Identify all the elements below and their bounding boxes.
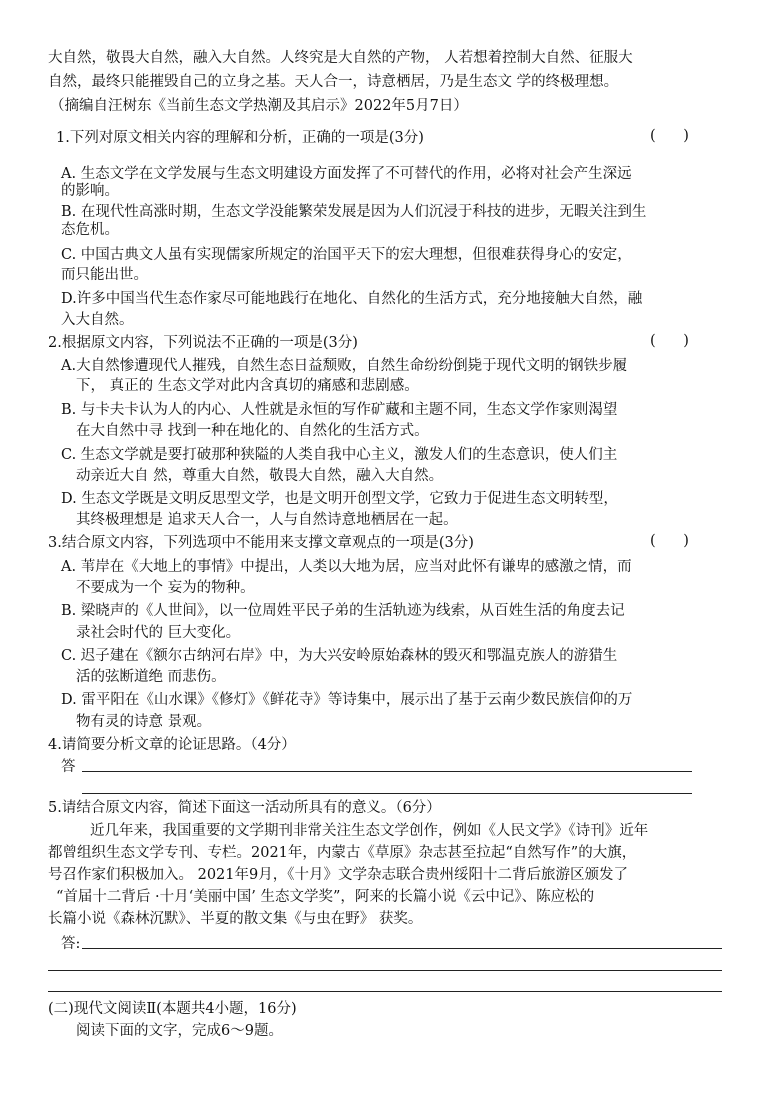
question-1-answer-bracket: ( ) [650, 128, 689, 144]
question-1-stem: 1.下列对原文相关内容的理解和分析，正确的一项是(3分) [56, 130, 424, 146]
question-3-option-b: B. 梁晓声的《人世间》，以一位周姓平民子弟的生活轨迹为线索，从百姓生活的角度去记 [61, 603, 625, 619]
question-1-option-b: B. 在现代性高涨时期，生态文学没能繁荣发展是因为人们沉浸于科技的进步，无暇关注到生 [61, 204, 647, 220]
question-1-option-d-cont: 入大自然。 [61, 312, 134, 328]
question-3-option-d-cont: 物有灵的诗意 景观。 [76, 714, 212, 730]
question-4-answer-label: 答 [61, 759, 76, 775]
question-1-option-b-cont: 态危机。 [61, 222, 119, 238]
question-3-option-c-cont: 活的弦断道绝 而悲伤。 [76, 669, 226, 685]
question-3-option-d: D. 雷平阳在《山水课》《修灯》《鲜花寺》等诗集中，展示出了基于云南少数民族信仰的万 [61, 692, 633, 708]
question-3-option-b-cont: 录社会时代的 巨大变化。 [76, 625, 241, 641]
question-5-stem: 5.请结合原文内容，简述下面这一活动所具有的意义。（6分） [48, 800, 441, 816]
question-3-option-a-cont: 不要成为一个 妄为的物种。 [76, 580, 255, 596]
question-3-stem: 3.结合原文内容，下列选项中不能用来支撑文章观点的一项是(3分) [48, 535, 474, 551]
question-5-material-line: 号召作家们积极加入。 2021年9月，《十月》文学杂志联合贵州绥阳十二背后旅游区颁发了 [48, 867, 628, 883]
passage-line: 大自然，敬畏大自然，融入大自然。人终究是大自然的产物， 人若想着控制大自然、征服大 [48, 50, 633, 66]
question-5-material-line: “首届十二背后 ·十月‘美丽中国’ 生态文学奖”，阿来的长篇小说《云中记》、陈应松的 [56, 889, 595, 905]
question-4-stem: 4.请简要分析文章的论证思路。（4分） [48, 737, 296, 753]
section-2-instruction: 阅读下面的文字，完成6～9题。 [76, 1023, 283, 1039]
question-2-option-b: B. 与卡夫卡认为人的内心、人性就是永恒的写作矿藏和主题不同，生态文学作家则渴望 [61, 402, 618, 418]
question-5-material-line: 近几年来，我国重要的文学期刊非常关注生态文学创作，例如《人民文学》《诗刊》近年 [90, 823, 649, 839]
question-5-answer-line[interactable] [48, 991, 722, 992]
question-1-option-a-cont: 的影响。 [61, 183, 119, 199]
question-1-option-c: C. 中国古典文人虽有实现儒家所规定的治国平天下的宏大理想，但很难获得身心的安定， [61, 247, 632, 263]
question-2-answer-bracket: ( ) [650, 333, 689, 349]
question-4-answer-line[interactable] [82, 793, 692, 794]
question-2-option-c: C. 生态文学就是要打破那种狭隘的人类自我中心主义，激发人们的生态意识，使人们主 [61, 447, 618, 463]
question-4-answer-line[interactable] [82, 771, 692, 772]
question-5-material-line: 都曾组织生态文学专刊、专栏。2021年，内蒙古《草原》杂志甚至拉起“自然写作”的大旗， [48, 845, 637, 861]
question-1-option-d: D.许多中国当代生态作家尽可能地践行在地化、自然化的生活方式，充分地接触大自然，融 [61, 291, 643, 307]
question-3-option-c: C. 迟子建在《额尔古纳河右岸》中，为大兴安岭原始森林的毁灭和鄂温克族人的游猎生 [61, 648, 618, 664]
question-3-option-a: A. 苇岸在《大地上的事情》中提出，人类以大地为居，应当对此怀有谦卑的感激之情，而 [61, 559, 632, 575]
question-3-answer-bracket: ( ) [650, 533, 689, 549]
question-2-option-d: D. 生态文学既是文明反思型文学，也是文明开创型文学，它致力于促进生态文明转型， [61, 491, 618, 507]
question-2-option-d-cont: 其终极理想是 追求天人合一，人与自然诗意地栖居在一起。 [76, 512, 458, 528]
question-2-stem: 2.根据原文内容，下列说法不正确的一项是(3分) [48, 335, 358, 351]
question-5-answer-line[interactable] [48, 970, 722, 971]
question-2-option-a-cont: 下， 真正的 生态文学对此内含真切的痛感和悲剧感。 [76, 378, 419, 394]
question-2-option-a: A.大自然惨遭现代人摧残，自然生态日益颓败，自然生命纷纷倒毙于现代文明的钢铁步履 [61, 358, 628, 374]
question-1-option-a: A. 生态文学在文学发展与生态文明建设方面发挥了不可替代的作用，必将对社会产生深远 [61, 166, 632, 182]
section-2-title: (二)现代文阅读Ⅱ(本题共4小题，16分) [48, 1001, 297, 1017]
question-2-option-b-cont: 在大自然中寻 找到一种在地化的、自然化的生活方式。 [76, 423, 429, 439]
question-5-answer-label: 答: [61, 936, 81, 952]
question-1-option-c-cont: 而只能出世。 [61, 267, 148, 283]
passage-citation: （摘编自汪树东《当前生态文学热潮及其启示》2022年5月7日） [50, 98, 468, 114]
passage-line: 自然，最终只能摧毁自己的立身之基。天人合一，诗意栖居，乃是生态文 学的终极理想。 [48, 74, 619, 90]
question-2-option-c-cont: 动亲近大自 然，尊重大自然，敬畏大自然，融入大自然。 [76, 468, 444, 484]
question-5-material-line: 长篇小说《森林沉默》、半夏的散文集《与虫在野》 获奖。 [48, 911, 423, 927]
question-5-answer-line[interactable] [82, 948, 722, 949]
